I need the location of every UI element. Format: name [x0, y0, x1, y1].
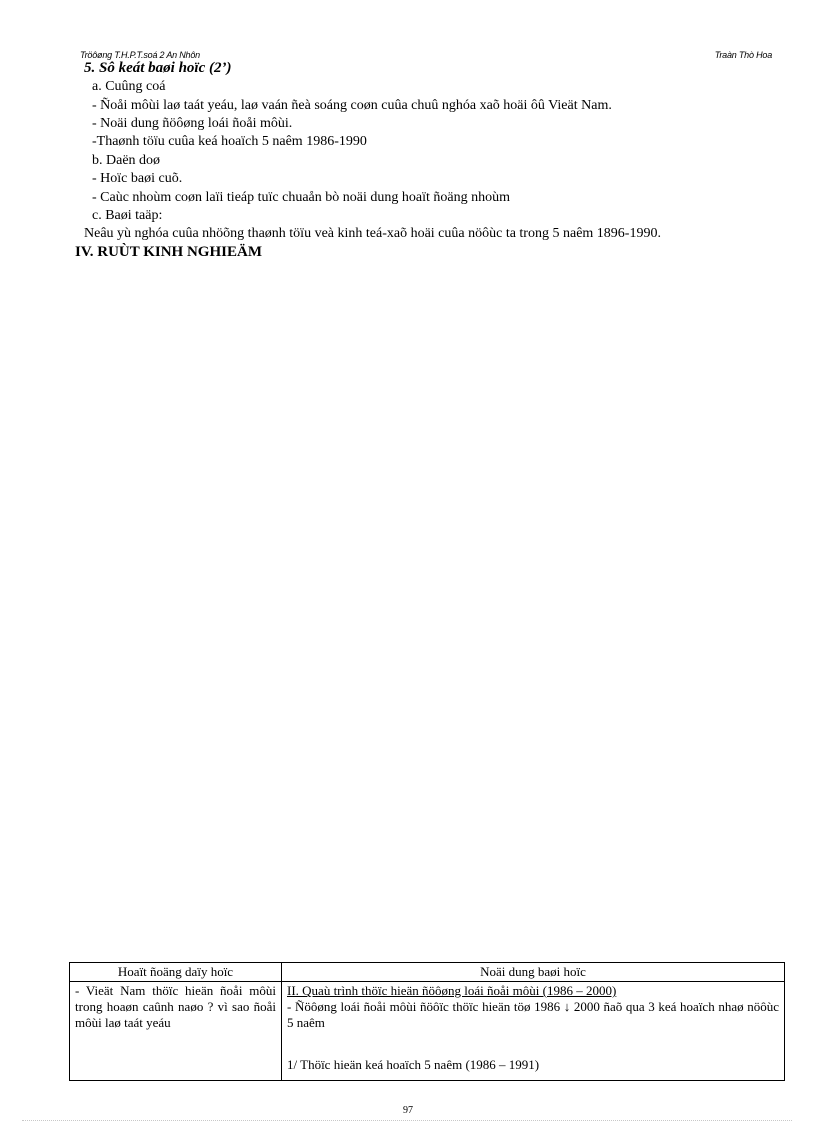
consolidate-point-3: -Thaønh töïu cuûa keá hoaïch 5 naêm 1986-1990: [92, 134, 367, 149]
activity-text: - Vieät Nam thöïc hieän ñoåi môùi trong hoaøn caûnh naøo ? vì sao ñoåi môùi laø taát yeáu: [75, 983, 276, 1030]
consolidate-point-1: - Ñoåi môùi laø taát yeáu, laø vaán ñeà soáng coøn cuûa chuû nghóa xaõ hoäi ôû Vieät Nam.: [92, 98, 612, 113]
header-school: Tröôøng T.H.P.T.soá 2 An Nhôn: [80, 50, 200, 60]
table-cell-activity: [70, 982, 282, 1081]
instructions-point-1: - Hoïc baøi cuõ.: [92, 171, 183, 186]
content-subheading: 1/ Thöïc hieän keá hoaïch 5 naêm (1986 – 1991): [287, 1057, 540, 1072]
header-teacher: Traàn Thò Hoa: [714, 50, 772, 60]
content-heading: II. Quaù trình thöïc hieän ñöôøng loái ñoåi môùi (1986 – 2000): [287, 983, 617, 998]
table-cell-content: [282, 982, 785, 1081]
table-row: [70, 982, 785, 1081]
content-text: - Ñöôøng loái ñoåi môùi ñöôïc thöïc hieän töø 1986 ↓ 2000 ñaõ qua 3 keá hoaïch nhaø nöôùc 5 naêm: [287, 999, 779, 1030]
instructions-point-2: - Caùc nhoùm coøn laïi tieáp tuïc chuaån bò noäi dung hoaït ñoäng nhoùm: [92, 190, 510, 205]
exercise-heading: c. Baøi taäp:: [92, 208, 163, 223]
consolidate-point-2: - Noäi dung ñöôøng loái ñoåi môùi.: [92, 116, 293, 131]
experience-heading: IV. RUÙT KINH NGHIEÄM: [75, 244, 262, 260]
lesson-table: [69, 962, 785, 1081]
section-title: 5. Sô keát baøi hoïc (2’): [84, 60, 232, 76]
exercise-text: Neâu yù nghóa cuûa nhöõng thaønh töïu veà kinh teá-xaõ hoäi cuûa nöôùc ta trong 5 naêm 1896-1990.: [84, 226, 661, 241]
table-header-row: [70, 963, 785, 982]
table-header-activity: Hoaït ñoäng daïy hoïc: [70, 963, 282, 982]
page-number: 97: [403, 1105, 413, 1116]
instructions-heading: b. Daën doø: [92, 153, 161, 168]
consolidate-heading: a. Cuûng coá: [92, 79, 166, 94]
bottom-rule: [22, 1120, 792, 1121]
table-header-content: Noäi dung baøi hoïc: [282, 963, 785, 982]
